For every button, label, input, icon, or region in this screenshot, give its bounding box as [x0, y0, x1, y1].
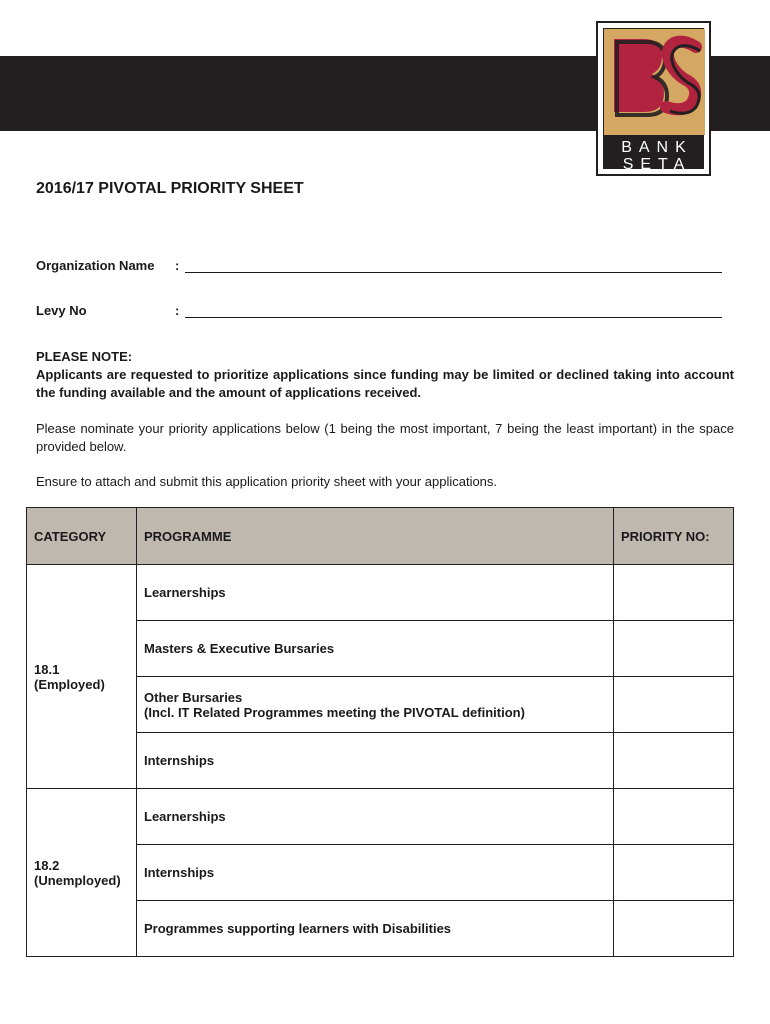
- priority-input-cell[interactable]: [614, 845, 734, 901]
- programme-name: Other Bursaries: [144, 689, 243, 705]
- programme-cell: [137, 845, 614, 901]
- header-category: CATEGORY: [27, 508, 137, 565]
- programme-cell: [137, 789, 614, 845]
- priority-input-cell[interactable]: [614, 621, 734, 677]
- category-code: 18.1: [34, 661, 60, 677]
- programme-cell: [137, 901, 614, 957]
- programme-name: Internships: [144, 865, 215, 880]
- programme-name: Learnerships: [144, 809, 226, 824]
- programme-cell: [137, 565, 614, 621]
- nominate-instructions: Please nominate your priority applications below (1 being the most important, 7 being the least important) in the space provided below.: [36, 421, 734, 454]
- levy-no-field[interactable]: [185, 303, 722, 318]
- logo-text-seta: SETA: [622, 156, 692, 173]
- priority-input-cell[interactable]: [614, 565, 734, 621]
- programme-name: Programmes supporting learners with Disabilities: [144, 921, 452, 936]
- priority-input-cell[interactable]: [614, 677, 734, 733]
- category-name: (Unemployed): [34, 872, 121, 888]
- note-heading: PLEASE NOTE:: [36, 349, 133, 364]
- table-row: [27, 789, 734, 845]
- programme-name: Internships: [144, 753, 215, 768]
- page-title: 2016/17 PIVOTAL PRIORITY SHEET: [36, 180, 304, 197]
- priority-input-cell[interactable]: [614, 789, 734, 845]
- category-employed-cell: [27, 565, 137, 789]
- priority-input-cell[interactable]: [614, 733, 734, 789]
- category-code: 18.2: [34, 857, 60, 873]
- attach-instructions: Ensure to attach and submit this application priority sheet with your applications.: [36, 474, 498, 489]
- priority-input-cell[interactable]: [614, 901, 734, 957]
- header-priority-no: PRIORITY NO:: [614, 508, 734, 565]
- category-name: (Employed): [34, 676, 105, 692]
- bank-seta-logo: [596, 21, 711, 176]
- levy-no-colon: :: [175, 303, 180, 318]
- programme-cell: [137, 621, 614, 677]
- note-bold-text: Applicants are requested to prioritize applications since funding may be limited or declined taking into account the funding available and the amount of applications received.: [36, 367, 734, 400]
- table-header-row: [27, 508, 734, 565]
- organization-name-colon: :: [175, 258, 180, 273]
- header-programme: PROGRAMME: [137, 508, 614, 565]
- programme-cell: [137, 733, 614, 789]
- organization-name-label: Organization Name: [36, 258, 155, 273]
- programme-cell: [137, 677, 614, 733]
- programme-note: (Incl. IT Related Programmes meeting the PIVOTAL definition): [144, 704, 525, 720]
- category-unemployed-cell: [27, 789, 137, 957]
- programme-name: Masters & Executive Bursaries: [144, 641, 335, 656]
- table-row: [27, 565, 734, 621]
- programme-name: Learnerships: [144, 585, 226, 600]
- organization-name-field[interactable]: [185, 258, 722, 273]
- levy-no-label: Levy No: [36, 303, 87, 318]
- priority-table: [26, 507, 734, 957]
- logo-text-bank: BANK: [621, 139, 693, 156]
- bank-seta-logo-icon: [604, 29, 705, 135]
